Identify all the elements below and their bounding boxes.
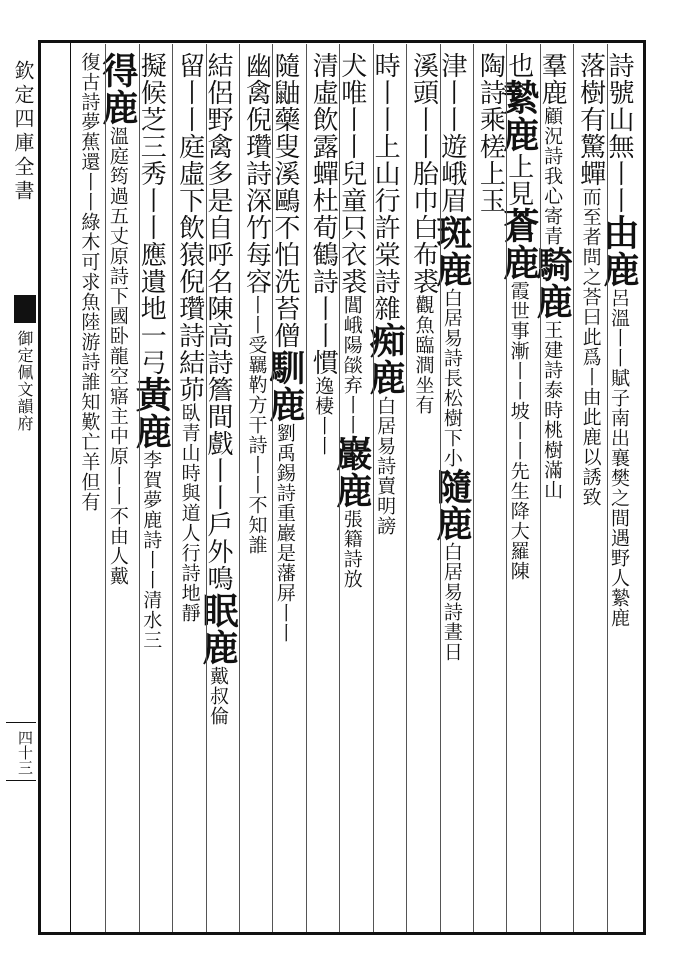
column-rule bbox=[306, 44, 307, 932]
column-rule bbox=[573, 44, 574, 932]
text-column bbox=[497, 52, 540, 924]
text-column bbox=[173, 52, 204, 924]
text-column bbox=[407, 52, 438, 924]
entry-text: 津丨丨遊峨眉 bbox=[436, 52, 467, 214]
entry-heading: 痴鹿 bbox=[364, 322, 407, 396]
entry-heading: 巖鹿 bbox=[330, 435, 373, 509]
entry-text: 閶峨陽燄弃丨丨 bbox=[340, 295, 363, 435]
book-subtitle: 御定佩文韻府 bbox=[15, 330, 34, 432]
entry-text: 李賀夢鹿詩丨丨清水三 bbox=[140, 450, 163, 650]
entry-text: 呂溫 bbox=[607, 288, 630, 328]
column-rule bbox=[607, 44, 608, 932]
column-rule bbox=[139, 44, 140, 932]
text-column bbox=[474, 52, 505, 924]
entry-text: 白居易詩晝日 bbox=[440, 542, 463, 662]
entry-text: 時丨丨上山行許棠詩雜 bbox=[370, 52, 401, 322]
entry-text: 張籍詩放 bbox=[340, 509, 363, 589]
page-number-rule-top bbox=[6, 722, 36, 723]
entry-text: 清虛飲露蟬杜荀鶴詩丨丨慣 bbox=[308, 52, 339, 376]
entry-heading: 隨鹿 bbox=[430, 468, 473, 542]
column-rule bbox=[373, 44, 374, 932]
entry-heading: 斑鹿 bbox=[430, 214, 473, 288]
text-column bbox=[574, 52, 605, 924]
entry-heading: 得鹿 bbox=[96, 52, 139, 126]
entry-heading: 縶鹿 bbox=[497, 79, 540, 153]
page-number: 四十三 bbox=[16, 730, 34, 775]
entry-text: 白居易詩長松樹下小 bbox=[440, 288, 463, 468]
column-rule bbox=[473, 44, 474, 932]
entry-text: 受羈靮方干詩丨丨不知誰 bbox=[245, 335, 268, 555]
entry-text: 溫庭筠過五丈原詩下國卧龍空寤主中原丨丨不由人戴 bbox=[106, 126, 129, 586]
text-column bbox=[197, 52, 240, 924]
text-column bbox=[130, 52, 173, 924]
text-column bbox=[307, 52, 338, 924]
text-column bbox=[330, 52, 373, 924]
column-rule bbox=[105, 44, 106, 932]
entry-text: 丨丨 bbox=[603, 160, 634, 214]
entry-text: 丨丨 bbox=[245, 295, 268, 335]
text-column bbox=[263, 52, 306, 924]
text-column bbox=[96, 52, 139, 924]
entry-text: 霞世事漸丨丨 bbox=[507, 281, 530, 401]
text-column bbox=[73, 52, 104, 924]
entry-heading: 蒼鹿 bbox=[497, 207, 540, 281]
column-rule bbox=[440, 44, 441, 932]
entry-heading: 由鹿 bbox=[597, 214, 640, 288]
entry-text: 落樹有驚蟬 bbox=[575, 52, 606, 187]
entry-text: 結侶野禽多是自呼名陳高詩簷間戲丨丨戶外鳴 bbox=[203, 52, 234, 592]
column-rule bbox=[206, 44, 207, 932]
column-rule bbox=[540, 44, 541, 932]
text-column bbox=[240, 52, 271, 924]
entry-text: 觀魚臨澗坐有 bbox=[412, 295, 435, 415]
entry-text: 詩地靜 bbox=[178, 563, 201, 623]
text-column bbox=[430, 52, 473, 924]
entry-text: 上見 bbox=[503, 153, 534, 207]
text-column bbox=[531, 52, 574, 924]
text-column bbox=[597, 52, 640, 924]
book-title: 欽定四庫全書 bbox=[11, 60, 35, 204]
text-column bbox=[364, 52, 407, 924]
entry-text: 王建詩泰時桃樹滿山 bbox=[541, 320, 564, 500]
entry-heading: 眠鹿 bbox=[197, 592, 240, 666]
column-rule bbox=[272, 44, 273, 932]
entry-text: 坡丨丨先生降大羅陳 bbox=[507, 401, 530, 581]
entry-text: 陶詩乘槎上玉 bbox=[475, 52, 506, 214]
column-rule bbox=[406, 44, 407, 932]
entry-text: 復古詩夢蕉還丨丨綠木可求魚陸游詩誰知歎亡羊但有 bbox=[78, 52, 101, 512]
entry-text: 隨鼬藥叟溪鷗不怕洗苔僧 bbox=[269, 52, 300, 349]
entry-text: 留丨丨庭虛下飲猿倪瓚詩結茆 bbox=[174, 52, 205, 403]
entry-text: 而至者問之荅曰此爲丨由此鹿以誘致 bbox=[579, 187, 602, 507]
entry-text: 詩號山無 bbox=[603, 52, 634, 160]
entry-text: 擬候芝三秀丨丨應遺地一弓 bbox=[136, 52, 167, 376]
entry-text: 丨丨賦子南出襄樊之間遇野人縶鹿 bbox=[607, 328, 630, 628]
column-rule bbox=[172, 44, 173, 932]
entry-text: 逸棲丨丨 bbox=[312, 376, 335, 456]
page-number-rule-bottom bbox=[6, 780, 36, 781]
column-rule bbox=[239, 44, 240, 932]
entry-text: 幽禽倪瓚詩深竹每容 bbox=[241, 52, 272, 295]
column-rule bbox=[339, 44, 340, 932]
entry-text: 臥青山時與道人行 bbox=[178, 403, 201, 563]
column-rule bbox=[506, 44, 507, 932]
entry-heading: 黃鹿 bbox=[130, 376, 173, 450]
entry-text: 顧況詩我心寄青 bbox=[541, 106, 564, 246]
fish-tail-mark bbox=[14, 295, 36, 323]
entry-heading: 馴鹿 bbox=[263, 349, 306, 423]
margin-rule bbox=[70, 40, 71, 935]
entry-text: 犬唯丨丨兒童只衣裘 bbox=[336, 52, 367, 295]
entry-text: 劉禹錫詩重巖是藩屏丨丨 bbox=[273, 423, 296, 643]
entry-text: 也 bbox=[503, 52, 534, 79]
entry-text: 羣鹿 bbox=[537, 52, 568, 106]
entry-text: 溪頭丨丨胎巾白布裘 bbox=[408, 52, 439, 295]
entry-text: 白居易詩賣明謗 bbox=[374, 396, 397, 536]
entry-text: 戴叔倫 bbox=[207, 666, 230, 726]
entry-heading: 騎鹿 bbox=[531, 246, 574, 320]
